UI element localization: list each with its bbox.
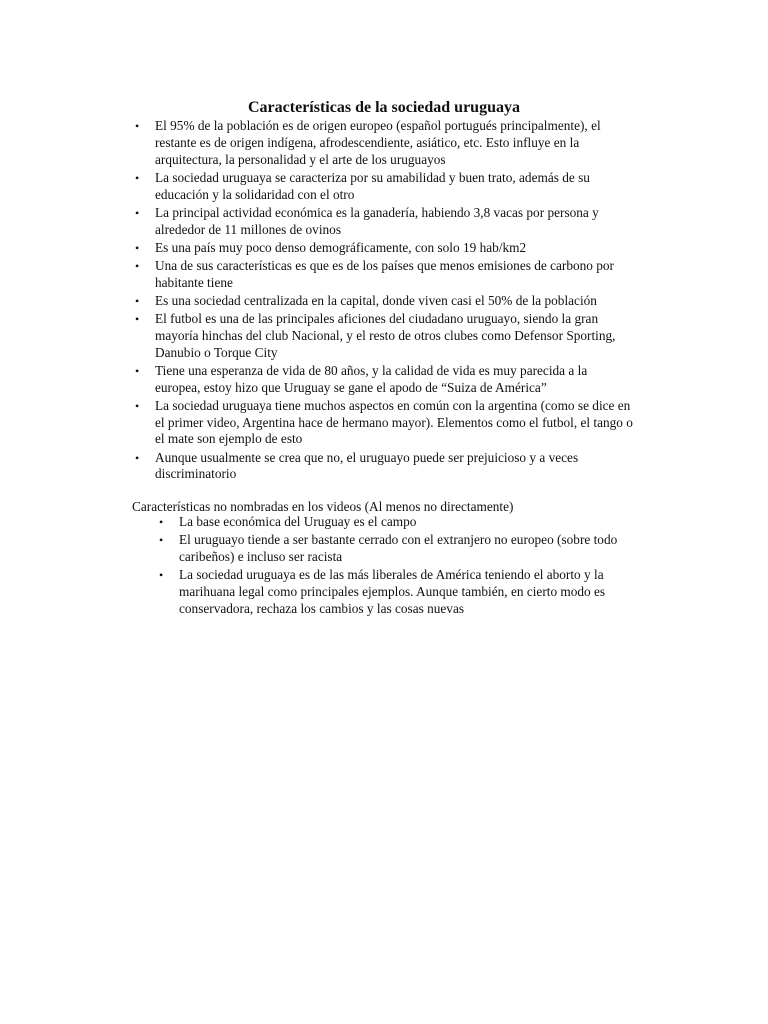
list-item-text: Es una sociedad centralizada en la capital, donde viven casi el 50% de la población: [155, 292, 597, 308]
bullet-icon: •: [135, 170, 140, 185]
list-item-text: El uruguayo tiende a ser bastante cerrado con el extranjero no europeo (sobre todo caribeños) e incluso ser racista: [179, 532, 618, 564]
bullet-icon: •: [159, 568, 164, 583]
list-item-text: La principal actividad económica es la ganadería, habiendo 3,8 vacas por persona y alrededor de 11 millones de ovinos: [155, 204, 599, 237]
bullet-icon: •: [135, 119, 140, 133]
bullet-icon: •: [135, 240, 140, 255]
list-item: [135, 292, 633, 310]
main-bullet-list: [135, 118, 633, 485]
list-item: [135, 449, 633, 484]
list-item-text: Una de sus características es que es de los países que menos emisiones de carbono por habitante tiene: [155, 257, 614, 290]
list-item: [135, 397, 633, 448]
list-item: [135, 257, 633, 292]
list-item: [135, 118, 633, 168]
list-item: [135, 362, 633, 397]
list-item: [135, 204, 633, 239]
list-item: [135, 239, 633, 257]
list-item-text: La base económica del Uruguay es el campo: [179, 514, 417, 529]
list-item: [159, 514, 659, 531]
list-item: [159, 567, 659, 617]
bullet-icon: •: [135, 293, 140, 308]
bullet-icon: •: [135, 205, 140, 220]
list-item-text: La sociedad uruguaya tiene muchos aspectos en común con la argentina (como se dice en el primer video, Argentina hace de hermano mayor). Elementos como el futbol, el tango o el mate son ejemplo de esto: [155, 397, 633, 447]
secondary-bullet-list: [159, 514, 659, 619]
bullet-icon: •: [159, 533, 164, 548]
page-title: Características de la sociedad uruguaya: [248, 98, 520, 116]
bullet-icon: •: [159, 515, 164, 529]
bullet-icon: •: [135, 450, 140, 465]
list-item-text: El 95% de la población es de origen europeo (español portugués principalmente), el restante es de origen indígena, afrodescendiente, asiático, etc. Esto influye en la arquitectura, la personalidad y el arte de los uruguayos: [155, 118, 601, 167]
list-item: [135, 169, 633, 204]
list-item: [135, 311, 633, 361]
list-item-text: Tiene una esperanza de vida de 80 años, y la calidad de vida es muy parecida a la europea, estoy hizo que Uruguay se gane el apodo de “Suiza de América”: [155, 362, 588, 395]
bullet-icon: •: [135, 258, 140, 273]
list-item-text: Aunque usualmente se crea que no, el uruguayo puede ser prejuicioso y a veces discriminatorio: [155, 449, 579, 482]
list-item-text: El futbol es una de las principales aficiones del ciudadano uruguayo, siendo la gran mayoría hinchas del club Nacional, y el resto de otros clubes como Defensor Sporting, Danubio o Torque City: [155, 311, 616, 360]
bullet-icon: •: [135, 312, 140, 327]
list-item-text: La sociedad uruguaya se caracteriza por su amabilidad y buen trato, además de su educación y la solidaridad con el otro: [155, 169, 590, 202]
section-subheading: Características no nombradas en los videos (Al menos no directamente): [132, 499, 514, 515]
list-item-text: La sociedad uruguaya es de las más liberales de América teniendo el aborto y la marihuana legal como principales ejemplos. Aunque también, en cierto modo es conservadora, rechaza los cambios y las cosas nuevas: [179, 567, 606, 616]
list-item: [159, 532, 659, 566]
list-item-text: Es una país muy poco denso demográficamente, con solo 19 hab/km2: [155, 239, 527, 255]
bullet-icon: •: [135, 398, 140, 413]
bullet-icon: •: [135, 363, 140, 378]
